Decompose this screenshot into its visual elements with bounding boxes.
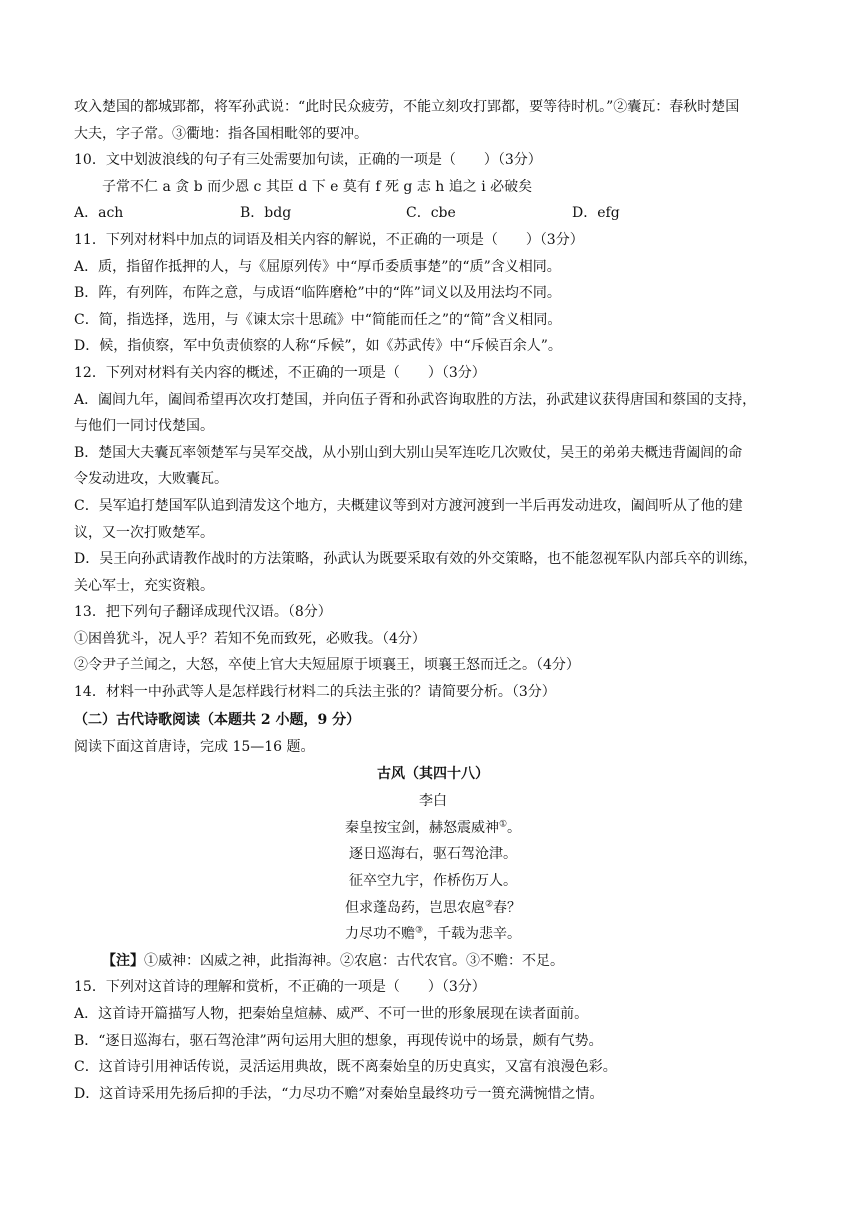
poem-line-5-end: ，千载为悲辛。 bbox=[423, 926, 522, 943]
question-15-option-d: D．这首诗采用先扬后抑的手法，“力尽功不赡”对秦始皇最终功亏一篑充满惋惜之情。 bbox=[74, 1085, 604, 1102]
question-13-item-1: ①困兽犹斗，况人乎？若知不免而致死，必败我。（4分） bbox=[74, 630, 426, 647]
question-12-option-a-line2: 与他们一同讨伐楚国。 bbox=[74, 418, 214, 435]
poem-line-2: 逐日巡海右，驱石驾沧津。 bbox=[349, 846, 517, 863]
question-15-option-a: A．这首诗开篇描写人物，把秦始皇煊赫、威严、不可一世的形象展现在读者面前。 bbox=[74, 1006, 589, 1022]
poem-line-3: 征卒空九宇，作桥伤万人。 bbox=[349, 873, 517, 890]
question-15-option-c: C．这首诗引用神话传说，灵活运用典故，既不离秦始皇的历史真实，又富有浪漫色彩。 bbox=[74, 1059, 617, 1076]
notes-text: ①威神：凶威之神，此指海神。②农扈：古代农官。③不赡：不足。 bbox=[144, 952, 564, 969]
question-10-options bbox=[74, 200, 792, 227]
poem-line-4 bbox=[74, 895, 792, 922]
poem-line-1-text: 秦皇按宝剑，赫怒震威神 bbox=[344, 819, 499, 836]
poem-line-1 bbox=[74, 815, 792, 842]
note-marker-2: ② bbox=[484, 898, 494, 909]
poem-line-4-text: 但求蓬岛药，岂思农扈 bbox=[344, 899, 485, 916]
poem-notes bbox=[74, 948, 792, 975]
option-d: D．efg bbox=[572, 205, 620, 222]
question-11-option-d: D．候，指侦察，军中负责侦察的人称“斥候”，如《苏武传》中“斥候百余人”。 bbox=[74, 338, 562, 355]
note-marker-1: ① bbox=[498, 819, 508, 830]
question-11-option-a: A．质，指留作抵押的人，与《屈原列传》中“厚币委质事楚”的“质”含义相同。 bbox=[74, 258, 561, 275]
question-15-option-b: B．“逐日巡海右，驱石驾沧津”两句运用大胆的想象，再现传说中的场景，颇有气势。 bbox=[74, 1032, 603, 1049]
option-b: B．bdg bbox=[240, 205, 292, 222]
exam-page bbox=[74, 94, 792, 1107]
poem-line-5 bbox=[74, 921, 792, 948]
question-15: 15．下列对这首诗的理解和赏析，不正确的一项是（ ）（3分） bbox=[74, 979, 486, 996]
question-12-option-c-line1: C．吴军追打楚国军队追到清发这个地方，夫概建议等到对方渡河渡到一半后再发动进攻，阖闾听从了他的建 bbox=[74, 497, 743, 514]
question-11: 11．下列对材料中加点的词语及相关内容的解说，不正确的一项是（ ）（3分） bbox=[74, 231, 584, 248]
section-heading-poetry: （二）古代诗歌阅读（本题共 2 小题，9 分） bbox=[74, 711, 361, 728]
question-11-option-c: C．简，指选择，选用，与《谏太宗十思疏》中“简能而任之”的“简”含义相同。 bbox=[74, 311, 562, 328]
question-11-option-b: B．阵，有列阵，布阵之意，与成语“临阵磨枪”中的“阵”词义以及用法均不同。 bbox=[74, 285, 561, 302]
question-12: 12．下列对材料有关内容的概述，不正确的一项是（ ）（3分） bbox=[74, 364, 486, 381]
question-12-option-c-line2: 议，又一次打败楚军。 bbox=[74, 524, 214, 541]
poem-title: 古风（其四十八） bbox=[377, 766, 489, 783]
poem-line-1-end: 。 bbox=[507, 819, 522, 836]
question-12-option-d-line1: D．吴王向孙武请教作战时的方法策略，孙武认为既要采取有效的外交策略，也不能忽视军队内部兵卒的训练， bbox=[74, 551, 758, 568]
question-10: 10．文中划波浪线的句子有三处需要加句读，正确的一项是（ ）（3分） bbox=[74, 152, 542, 169]
poetry-intro: 阅读下面这首唐诗，完成 15—16 题。 bbox=[74, 738, 315, 755]
question-12-option-b-line1: B．楚国大夫囊瓦率领楚军与吴军交战，从小别山到大别山吴军连吃几次败仗，吴王的弟弟夫概违背阖闾的命 bbox=[74, 444, 743, 461]
option-c: C．cbe bbox=[406, 205, 456, 222]
footnote-line-2: 大夫，字子常。③衢地：指各国相毗邻的要冲。 bbox=[74, 125, 368, 142]
poem-author: 李白 bbox=[419, 793, 447, 810]
question-12-option-b-line2: 令发动进攻，大败囊瓦。 bbox=[74, 471, 228, 488]
notes-label: 【注】 bbox=[102, 952, 144, 969]
question-13: 13．把下列句子翻译成现代汉语。（8分） bbox=[74, 604, 332, 621]
question-10-sentence: 子常不仁 a 贪 b 而少恩 c 其臣 d 下 e 莫有 f 死 g 志 h 追之 i 必破矣 bbox=[102, 178, 533, 195]
option-a: A．ach bbox=[74, 205, 124, 222]
question-14: 14．材料一中孙武等人是怎样践行材料二的兵法主张的？请简要分析。（3分） bbox=[74, 684, 556, 701]
note-marker-3: ③ bbox=[414, 925, 424, 936]
footnote-line-1: 攻入楚国的都城郢都，将军孙武说：“此时民众疲劳，不能立刻攻打郢都，要等待时机。”②囊瓦：春秋时楚国 bbox=[74, 99, 740, 115]
question-12-option-d-line2: 关心军士，充实资粮。 bbox=[74, 577, 214, 594]
question-12-option-a-line1: A．阖闾九年，阖闾希望再次攻打楚国，并向伍子胥和孙武咨询取胜的方法，孙武建议获得唐国和蔡国的支持， bbox=[74, 391, 757, 408]
poem-line-5-text: 力尽功不赡 bbox=[344, 926, 415, 943]
poem-line-4-end: 春？ bbox=[493, 899, 522, 916]
question-13-item-2: ②令尹子兰闻之，大怒，卒使上官大夫短屈原于顷襄王，顷襄王怒而迁之。（4分） bbox=[74, 657, 580, 674]
